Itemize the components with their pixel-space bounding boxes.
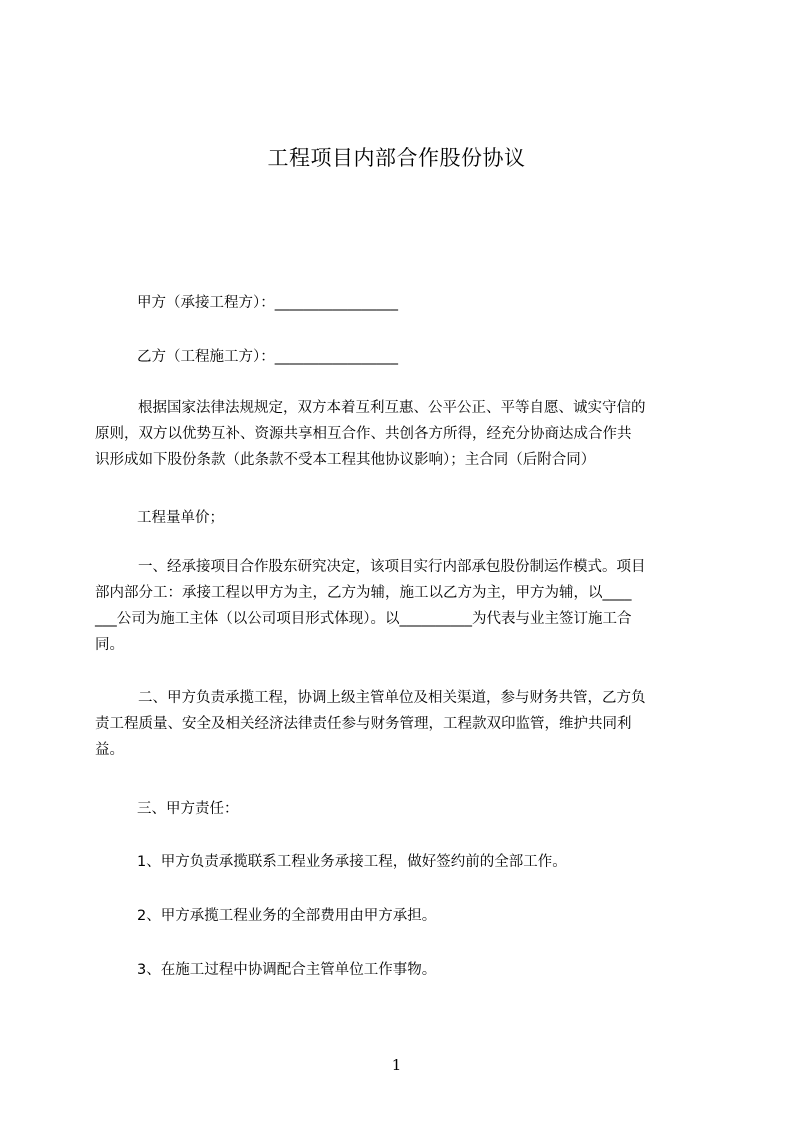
party-b-blank: _________________ (274, 349, 398, 365)
clause-1-line-1: 一、经承接项目合作股东研究决定，该项目实行内部承包股份制运作模式。项目 (138, 559, 646, 575)
section-3-heading: 三、甲方责任： (137, 801, 239, 817)
preamble-paragraph (95, 395, 646, 473)
preamble-line-3: 识形成如下股份条款（此条款不受本工程其他协议影响）；主合同（后附合同） (95, 452, 596, 468)
clause-2-paragraph (95, 685, 646, 763)
preamble-line-2: 原则，双方以优势互补、资源共享相互合作、共创各方所得，经充分协商达成合作共 (95, 426, 632, 442)
party-a-line (137, 291, 398, 312)
document-title: 工程项目内部合作股份协议 (267, 146, 526, 170)
clause-1-line-4: 同。 (95, 637, 124, 653)
clause-2-line-3: 益。 (95, 742, 124, 758)
clause-1-line-2: 部内部分工：承接工程以甲方为主，乙方为辅，施工以乙方为主，甲方为辅，以____ (95, 585, 632, 601)
clause-1-paragraph (95, 554, 646, 658)
clause-1-line-3: ___公司为施工主体（以公司项目形式体现）。以__________为代表与业主签订施工合 (95, 611, 632, 627)
unit-price-line: 工程量单价； (137, 510, 224, 526)
section-3-item-2: 2、甲方承揽工程业务的全部费用由甲方承担。 (137, 908, 437, 924)
section-3-item-3: 3、在施工过程中协调配合主管单位工作事物。 (137, 962, 437, 978)
party-a-blank: _________________ (274, 295, 398, 311)
preamble-line-1: 根据国家法律法规规定，双方本着互利互惠、公平公正、平等自愿、诚实守信的 (138, 400, 646, 416)
section-3-item-1: 1、甲方负责承揽联系工程业务承接工程，做好签约前的全部工作。 (137, 854, 567, 870)
party-b-label: 乙方（工程施工方）： (137, 349, 275, 365)
clause-2-line-1: 二、甲方负责承揽工程，协调上级主管单位及相关渠道，参与财务共管，乙方负 (138, 690, 646, 706)
page-number: 1 (391, 1056, 402, 1074)
party-b-line (137, 345, 398, 366)
party-a-label: 甲方（承接工程方）： (137, 295, 275, 311)
clause-2-line-2: 责工程质量、安全及相关经济法律责任参与财务管理，工程款双印监管，维护共同利 (95, 716, 632, 732)
